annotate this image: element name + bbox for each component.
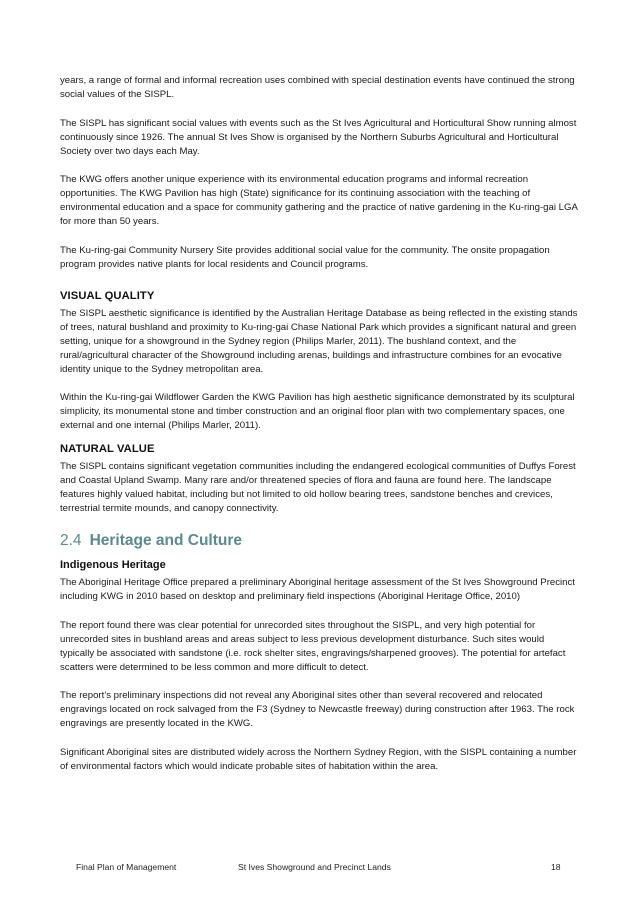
footer-site-name: St Ives Showground and Precinct Lands bbox=[238, 862, 391, 872]
heritage-paragraph-4: Significant Aboriginal sites are distributed widely across the Northern Sydney Region, with the SISPL containing a number of environmental factors which would indicate probable sites of habitation within the area. bbox=[60, 746, 577, 772]
heritage-paragraph-2: The report found there was clear potential for unrecorded sites throughout the SISPL, and very high potential for unrecorded sites in bushland areas and areas subject to less previous development disturbance. Such sites would typically be associated with sandstone (i.e. rock shelter sites, engravings/sharpened grooves). The potential for artefact scatters were determined to be less common and more difficult to detect. bbox=[60, 619, 566, 673]
natural-value-paragraph-1: The SISPL contains significant vegetation communities including the endangered ecological communities of Duffys Forest and Coastal Upland Swamp. Many rare and/or threatened species of flora and fauna are found here. The landscape features highly valued habitat, including but not limited to old hollow bearing trees, sandstone benches and crevices, terrestrial termite mounds, and canopy connectivity. bbox=[60, 461, 576, 514]
visual-quality-paragraph-2: Within the Ku-ring-gai Wildflower Garden the KWG Pavilion has high aesthetic significance demonstrated by its sculptural simplicity, its monumental stone and timber construction and an original floor plan with two complementary spaces, one external and one internal (Philips Marler, 2011). bbox=[60, 392, 575, 431]
intro-paragraph-4: The Ku-ring-gai Community Nursery Site provides additional social value for the community. The onsite propagation program provides native plants for local residents and Council programs. bbox=[60, 244, 550, 270]
footer-page-number: 18 bbox=[551, 862, 561, 872]
indigenous-heritage-subheading: Indigenous Heritage bbox=[60, 559, 166, 571]
footer-document-title: Final Plan of Management bbox=[76, 862, 177, 872]
heritage-paragraph-3: The report’s preliminary inspections did not reveal any Aboriginal sites other than several recovered and relocated engravings located on rock salvaged from the F3 (Sydney to Newcastle freeway) during construction after 1963. The rock engravings are presently located in the KWG. bbox=[60, 690, 575, 729]
heritage-paragraph-1: The Aboriginal Heritage Office prepared a preliminary Aboriginal heritage assessment of the St Ives Showground Precinct including KWG in 2010 based on desktop and preliminary field inspections (Aboriginal Heritage Office, 2010) bbox=[60, 577, 575, 602]
intro-paragraph-2: The SISPL has significant social values with events such as the St Ives Agricultural and Horticultural Show running almost continuously since 1926. The annual St Ives Show is organised by the Northern Suburbs Agricultural and Horticultural Society over two days each May. bbox=[60, 117, 577, 157]
page-content bbox=[60, 74, 580, 788]
natural-value-heading: NATURAL VALUE bbox=[60, 443, 155, 455]
intro-paragraph-3: The KWG offers another unique experience with its environmental education programs and informal recreation opportunities. The KWG Pavilion has high (State) significance for its continuing association with the teaching of environmental education and a space for community gathering and the practice of native gardening in the Ku-ring-gai LGA for more than 50 years. bbox=[60, 174, 578, 227]
section-title: Heritage and Culture bbox=[89, 532, 243, 549]
visual-quality-heading: VISUAL QUALITY bbox=[60, 289, 155, 302]
visual-quality-paragraph-1: The SISPL aesthetic significance is identified by the Australian Heritage Database as being reflected in the existing stands of trees, natural bushland and proximity to Ku-ring-gai Chase National Park which provides a significant natural and green setting, unique for a showground in the Sydney region (Philips Marler, 2011). The bushland context, and the rural/agricultural character of the Showground including arenas, buildings and infrastructure combines for an evocative identity unique to the Sydney metropolitan area. bbox=[60, 307, 578, 375]
section-number: 2.4 bbox=[60, 532, 82, 549]
intro-paragraph-1: years, a range of formal and informal recreation uses combined with special destination events have continued the strong social values of the SISPL. bbox=[60, 75, 575, 100]
section-heading bbox=[60, 532, 580, 550]
page-footer bbox=[0, 862, 638, 876]
